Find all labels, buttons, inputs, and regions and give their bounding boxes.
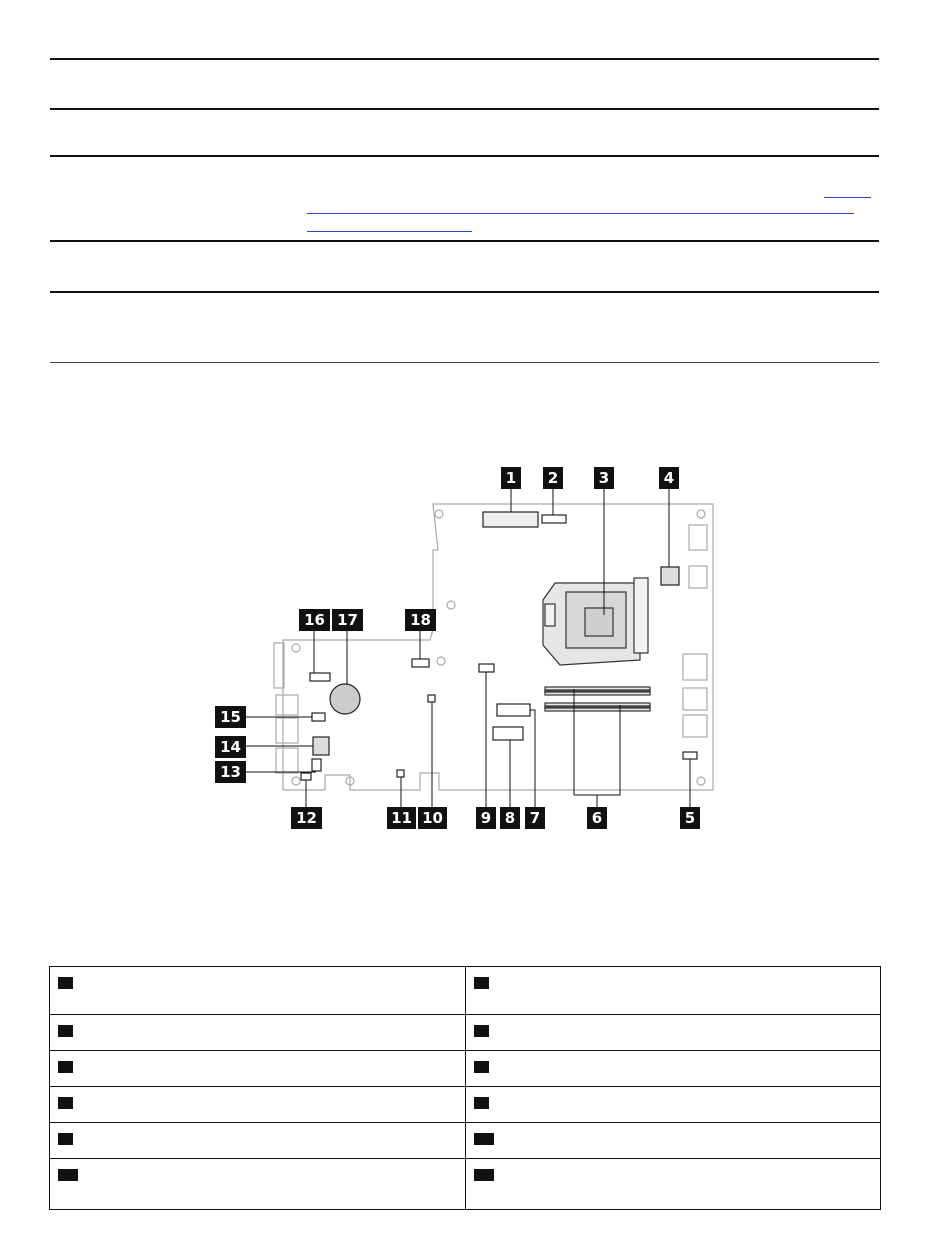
marker-icon	[474, 977, 489, 989]
callout-10: 10	[418, 807, 447, 829]
marker-icon	[58, 1025, 73, 1037]
legend-cell	[50, 1015, 466, 1051]
callout-17: 17	[332, 609, 363, 631]
callout-12: 12	[291, 807, 322, 829]
marker-icon	[474, 1025, 489, 1037]
table-row	[50, 1087, 881, 1123]
callout-8: 8	[500, 807, 520, 829]
legend-cell	[465, 1051, 881, 1087]
legend-cell	[50, 1159, 466, 1210]
table-row	[50, 1015, 881, 1051]
table-row	[50, 1159, 881, 1210]
marker-icon	[474, 1097, 489, 1109]
callout-16: 16	[299, 609, 330, 631]
legend-cell	[50, 1087, 466, 1123]
callout-1: 1	[501, 467, 521, 489]
marker-icon	[58, 1169, 78, 1181]
callout-5: 5	[680, 807, 700, 829]
legend-cell	[50, 1051, 466, 1087]
table-row	[50, 1051, 881, 1087]
legend-cell	[465, 1087, 881, 1123]
marker-icon	[474, 1169, 494, 1181]
callout-7: 7	[525, 807, 545, 829]
callout-6: 6	[587, 807, 607, 829]
callout-15: 15	[215, 706, 246, 728]
legend-cell	[465, 1123, 881, 1159]
callout-3: 3	[594, 467, 614, 489]
callout-18: 18	[405, 609, 436, 631]
callout-13: 13	[215, 761, 246, 783]
marker-icon	[474, 1133, 494, 1145]
callout-4: 4	[659, 467, 679, 489]
table-row	[50, 967, 881, 1015]
table-row	[50, 1123, 881, 1159]
callout-11: 11	[387, 807, 416, 829]
legend-cell	[465, 967, 881, 1015]
callout-2: 2	[543, 467, 563, 489]
callout-14: 14	[215, 736, 246, 758]
legend-cell	[50, 967, 466, 1015]
marker-icon	[58, 1133, 73, 1145]
legend-cell	[465, 1015, 881, 1051]
legend-table	[49, 966, 881, 1210]
marker-icon	[474, 1061, 489, 1073]
marker-icon	[58, 1097, 73, 1109]
legend-cell	[465, 1159, 881, 1210]
marker-icon	[58, 977, 73, 989]
callout-9: 9	[476, 807, 496, 829]
legend-cell	[50, 1123, 466, 1159]
marker-icon	[58, 1061, 73, 1073]
